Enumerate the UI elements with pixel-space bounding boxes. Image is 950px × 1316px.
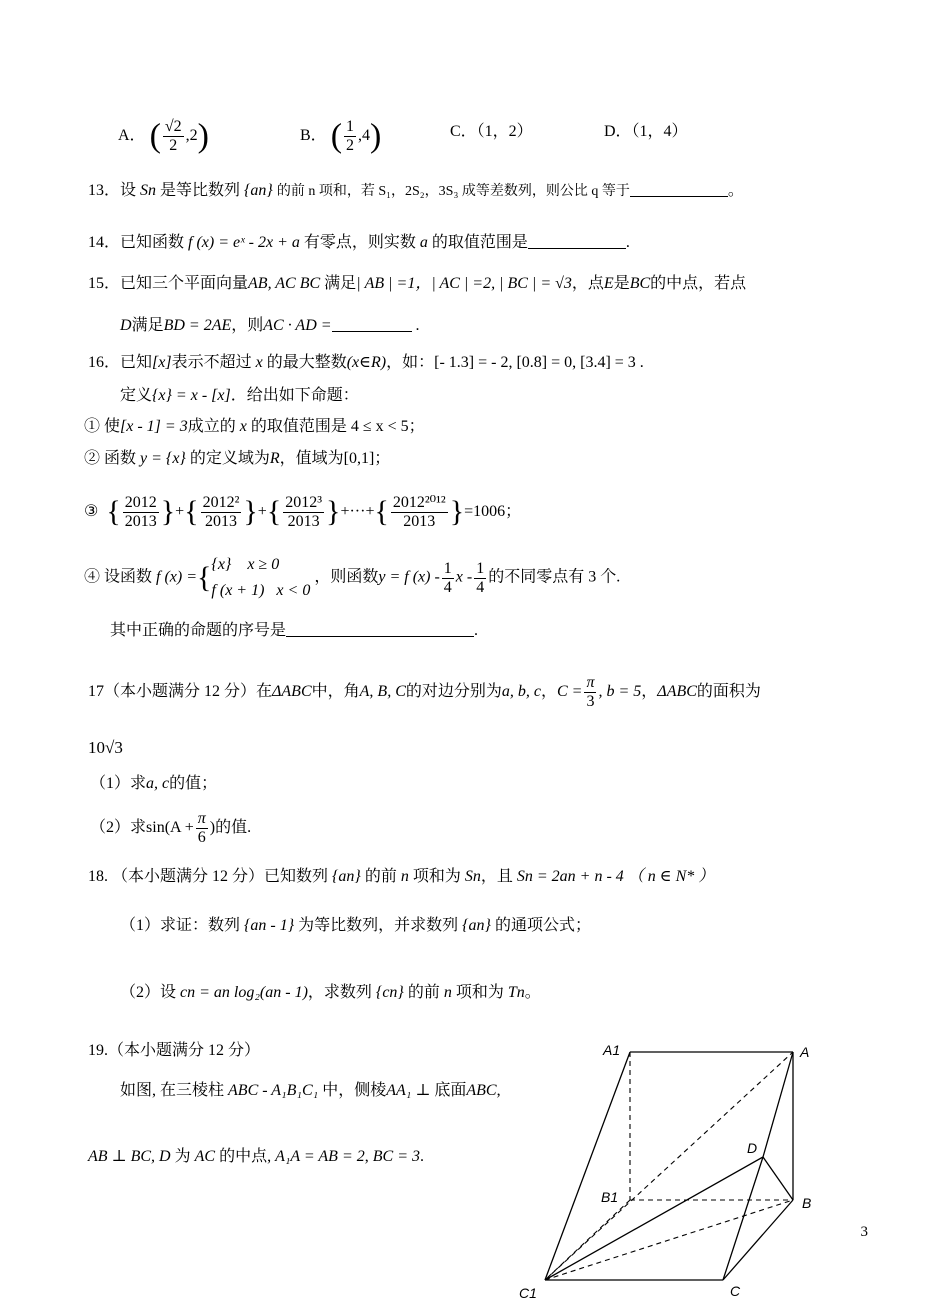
question-16-proposition-1: ① 使[x - 1] = 3成立的 x 的取值范围是 4 ≤ x < 5；	[84, 418, 425, 435]
question-16-proposition-4: ④ 设函数 f (x) ={ {x} x ≥ 0 f (x + 1) x < 0 ，则函数y = f (x) - $\frac{1}{4}$ x - $\frac{1}{4}$ 的不同零点有 3 个.	[84, 556, 621, 599]
label-a: A	[800, 1044, 810, 1060]
label-c1: C1	[519, 1285, 537, 1301]
q12-option-a: A． ( $\frac{√2}{2}$ ,2)	[118, 117, 209, 155]
question-15-line-2: D满足BD = 2AE，则AC · AD = .	[120, 317, 420, 334]
question-18-part-1: （1）求证：数列 {an - 1} 为等比数列，并求数列 {an} 的通项公式；	[120, 917, 591, 934]
question-13: 13．设 Sn 是等比数列 {an} 的前 n 项和，若 S₁，2S₂，3S₃ 成等差数列，则公比 q 等于 。	[88, 182, 744, 199]
label-b: B	[802, 1195, 812, 1211]
edge-c1-d	[545, 1157, 763, 1280]
edge-c1-a	[545, 1052, 793, 1280]
question-17-line-1: 17（本小题满分 12 分）在ΔABC中，角A, B, C的对边分别为a, b, c，C = $\frac{\pi}{3}$ , b = 5，ΔABC的面积为	[88, 673, 761, 710]
question-19-line-2: AB ⊥ BC, D 为 AC 的中点, A₁A = AB = 2, BC = 3.	[88, 1148, 424, 1165]
question-16-line-2: 定义{x} = x - [x]．给出如下命题：	[120, 387, 359, 404]
question-17-line-2: 10√3	[88, 738, 123, 757]
q12-option-d: D．（1，4）	[604, 123, 688, 140]
question-17-part-1: （1）求a, c的值；	[90, 775, 218, 792]
question-18-part-2: （2）设 cn = an log₂(an - 1)，求数列 {cn} 的前 n 项和为 Tn。	[120, 984, 541, 1001]
question-15-line-1: 15．已知三个平面向量AB, AC BC 满足| AB | =1，| AC | =2, | BC | = √3，点E是BC的中点，若点	[88, 275, 747, 292]
prism-figure	[515, 1030, 835, 1310]
label-d: D	[747, 1140, 758, 1156]
question-14: 14．已知函数 f (x) = eˣ - 2x + a 有零点，则实数 a 的取值范围是 .	[88, 234, 630, 251]
edge-d-b	[763, 1157, 793, 1200]
label-a1: A1	[603, 1042, 621, 1058]
edge-a-d	[763, 1052, 793, 1157]
question-16-line-1: 16．已知[x]表示不超过 x 的最大整数(x∈R)，如：[- 1.3] = - 2, [0.8] = 0, [3.4] = 3 .	[88, 354, 644, 371]
edge-c1-b	[545, 1200, 793, 1280]
question-17-part-2: （2）求sin(A + $\frac{\pi}{6}$ )的值.	[90, 809, 252, 846]
edge-b1-c1	[545, 1200, 630, 1280]
question-16-answer: 其中正确的命题的序号是 .	[110, 622, 479, 639]
question-16-proposition-3: ③ { $\frac{2012}{2013}$ }+{ $\frac{\text{2012²}}{2013}$ }+{ $\frac{\text{2012³}}{2013}$ }+···+{ $\frac{\text{2012²⁰¹²}}{2013}$ }=1006；	[84, 493, 522, 530]
edge-a1-c1	[545, 1052, 630, 1280]
page-number: 3	[860, 1224, 868, 1240]
edge-c-b	[723, 1200, 793, 1280]
q12-option-b: B． ( $\frac{1}{2}$ ,4)	[300, 117, 382, 155]
q12-option-c: C．（1，2）	[450, 123, 533, 140]
question-16-proposition-2: ② 函数 y = {x} 的定义域为R，值域为[0,1]；	[84, 450, 391, 467]
question-18-line-1: 18. （本小题满分 12 分）已知数列 {an} 的前 n 项和为 Sn，且 Sn = 2an + n - 4 （ n ∈ N* ）	[88, 868, 715, 885]
label-c: C	[730, 1283, 741, 1299]
label-b1: B1	[601, 1189, 619, 1205]
question-19-line-1: 如图, 在三棱柱 ABC - A₁B₁C₁ 中，侧棱AA₁ ⊥ 底面ABC,	[120, 1082, 501, 1099]
question-19-header: 19.（本小题满分 12 分）	[88, 1042, 261, 1059]
